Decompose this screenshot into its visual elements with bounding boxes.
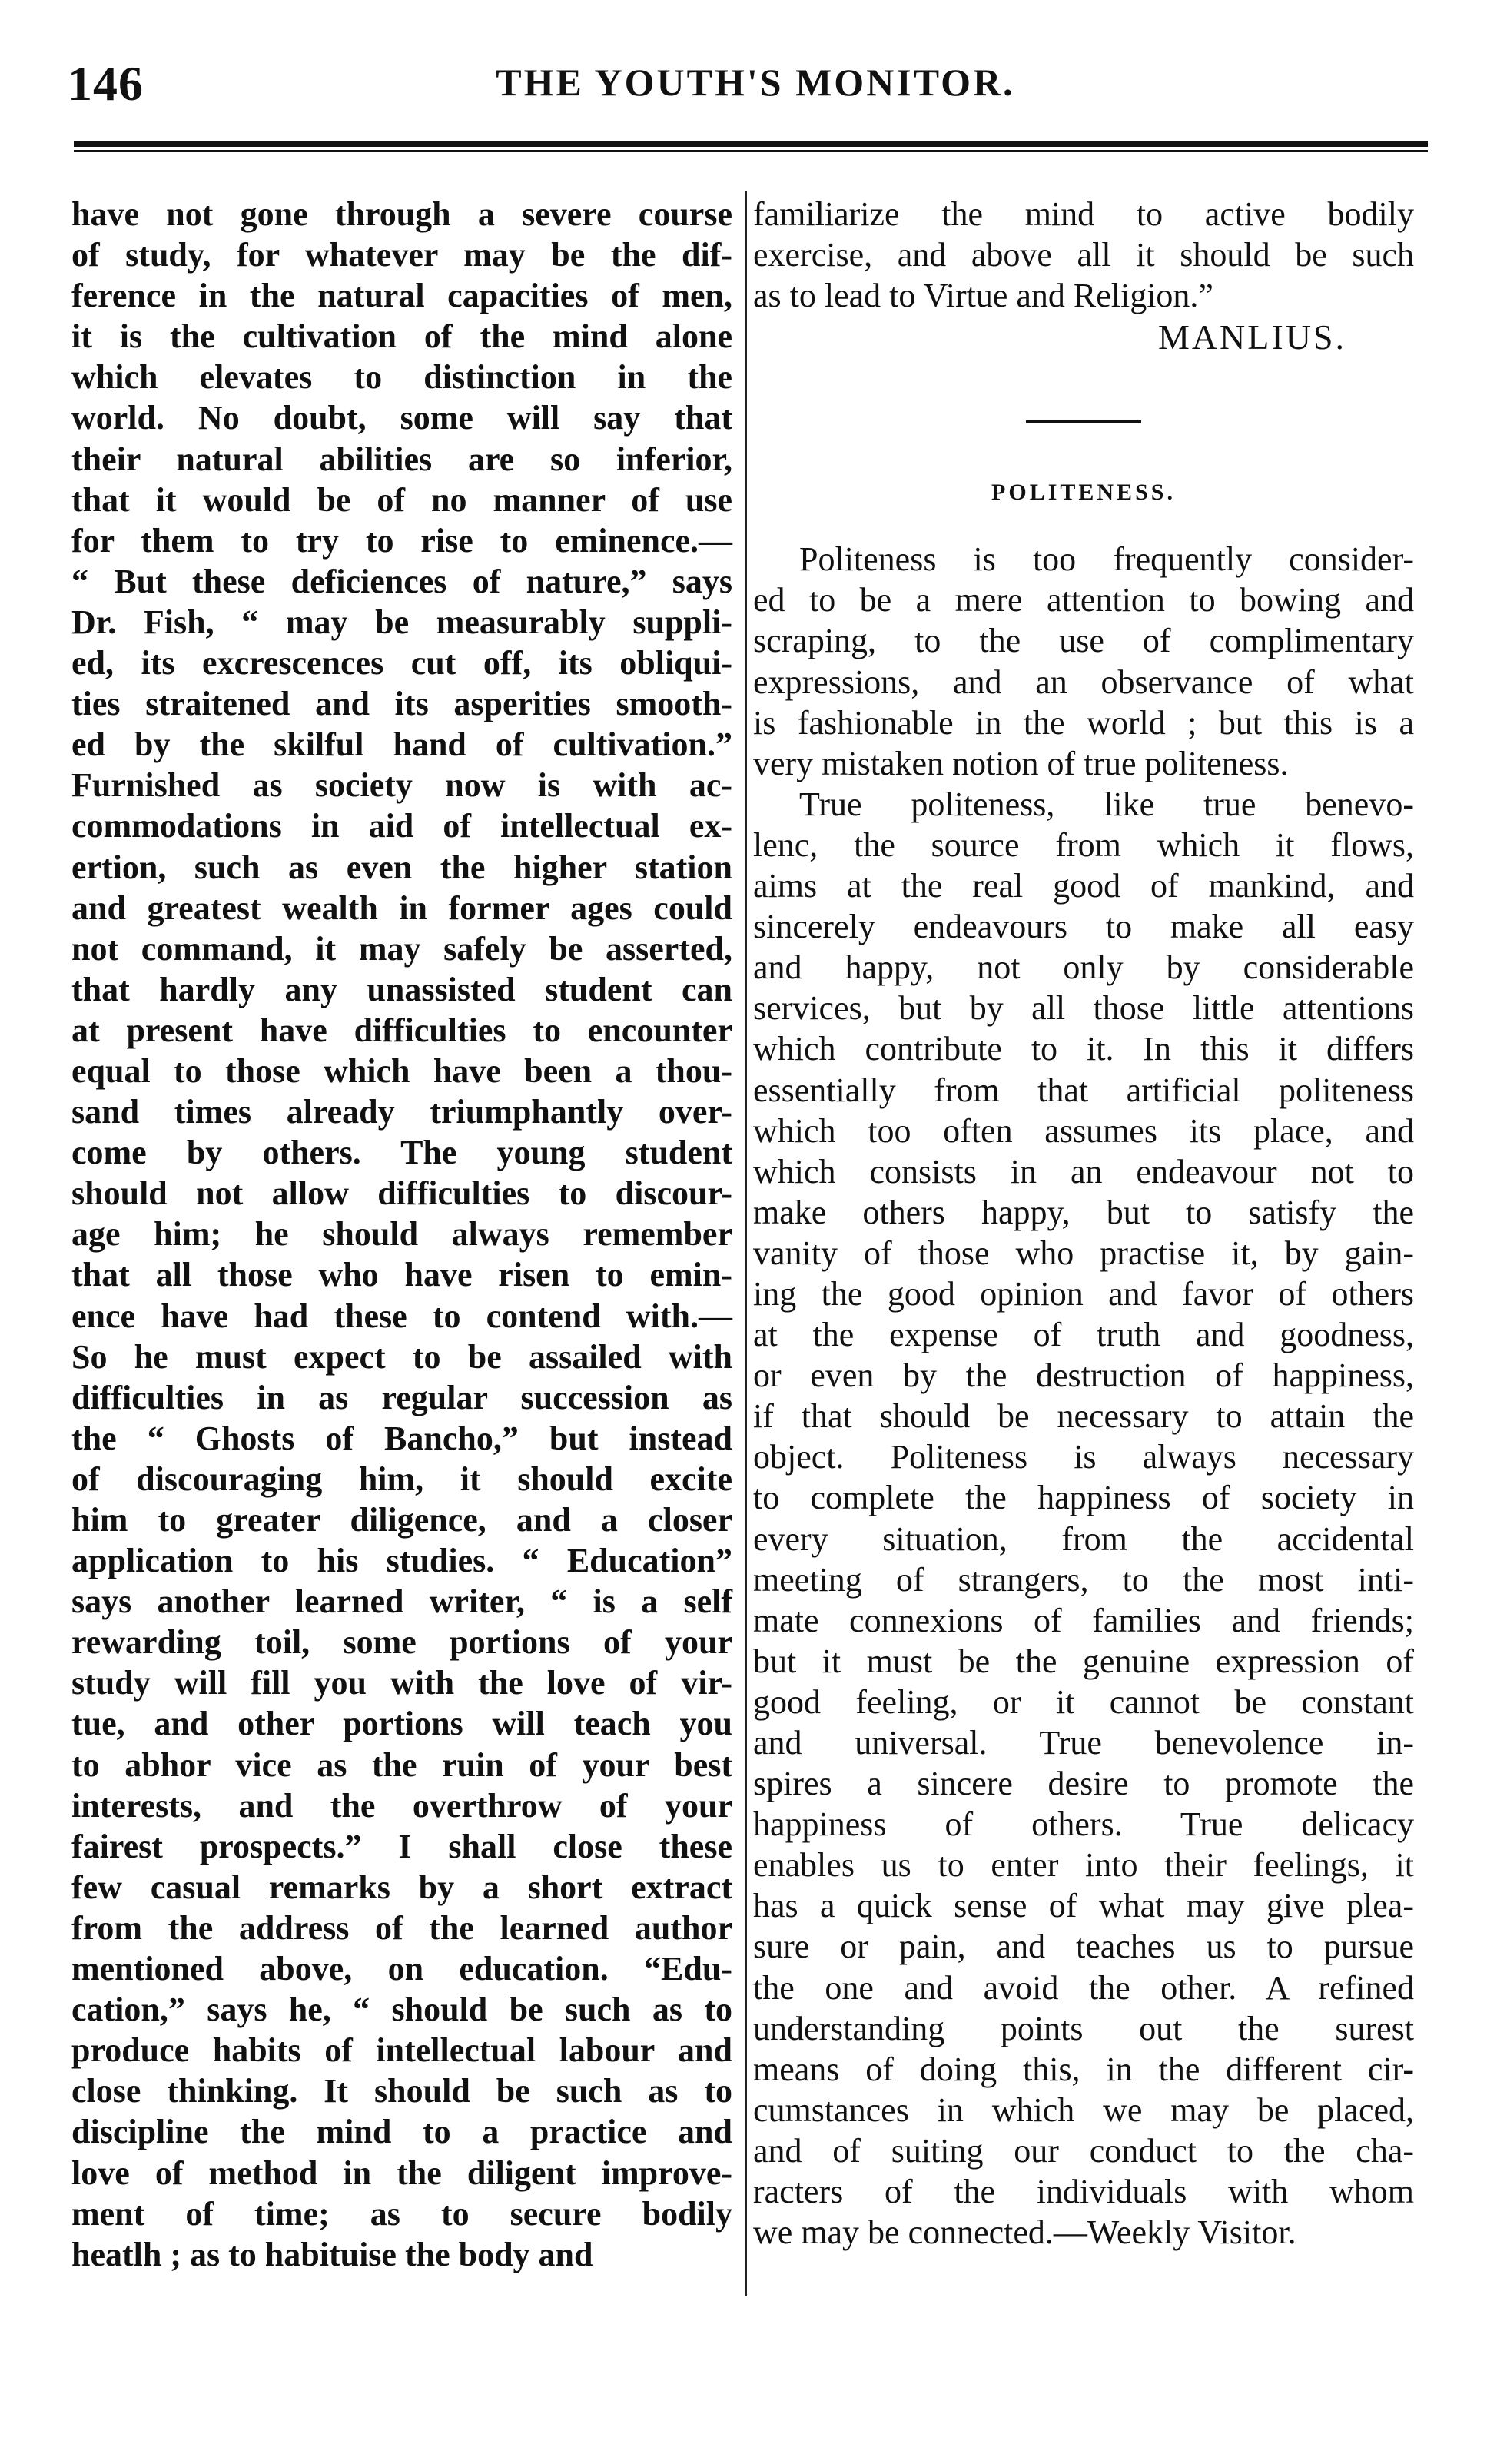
- text-line: tue, and other portions will teach you: [71, 1705, 732, 1743]
- text-line: but it must be the genuine expression of: [753, 1642, 1414, 1680]
- text-line: to abhor vice as the ruin of your best: [71, 1745, 732, 1784]
- text-line: from the address of the learned author: [71, 1908, 732, 1947]
- text-line: sure or pain, and teaches us to pursue: [753, 1928, 1414, 1966]
- right-column: [753, 194, 1414, 2253]
- text-line: expressions, and an observance of what: [753, 662, 1414, 701]
- text-line: the “ Ghosts of Bancho,” but instead: [71, 1419, 732, 1457]
- text-line: have not gone through a severe course: [71, 195, 732, 233]
- text-line: means of doing this, in the different cir-: [753, 2050, 1414, 2088]
- text-line: it is the cultivation of the mind alone: [71, 317, 732, 356]
- text-line: age him; he should always remember: [71, 1215, 732, 1254]
- text-line: of discouraging him, it should excite: [71, 1459, 732, 1498]
- text-line: meeting of strangers, to the most inti-: [753, 1560, 1414, 1599]
- text-line: aims at the real good of mankind, and: [753, 867, 1414, 905]
- text-line: come by others. The young student: [71, 1134, 732, 1172]
- text-line: not command, it may safely be asserted,: [71, 929, 732, 968]
- text-line: which contribute to it. In this it differs: [753, 1030, 1414, 1068]
- text-line: Politeness is too frequently consider-: [799, 540, 1414, 579]
- page-number: 146: [68, 56, 144, 111]
- text-line: equal to those which have been a thou-: [71, 1051, 732, 1090]
- text-line: which elevates to distinction in the: [71, 358, 732, 397]
- text-line: rewarding toil, some portions of your: [71, 1623, 732, 1662]
- text-line: few casual remarks by a short extract: [71, 1868, 732, 1906]
- text-line: fairest prospects.” I shall close these: [71, 1827, 732, 1865]
- text-line: familiarize the mind to active bodily: [753, 195, 1414, 233]
- text-line: cumstances in which we may be placed,: [753, 2090, 1414, 2129]
- text-line: exercise, and above all it should be such: [753, 236, 1414, 274]
- section-divider-rule: [1026, 420, 1141, 423]
- text-line: if that should be necessary to attain the: [753, 1397, 1414, 1436]
- text-line: True politeness, like true benevo-: [799, 785, 1414, 823]
- text-line: says another learned writer, “ is a self: [71, 1582, 732, 1621]
- text-line: and of suiting our conduct to the cha-: [753, 2131, 1414, 2170]
- text-line: very mistaken notion of true politeness.: [753, 744, 1289, 782]
- text-line: ties straitened and its asperities smooth-: [71, 685, 732, 723]
- text-line: object. Politeness is always necessary: [753, 1438, 1414, 1476]
- text-line: which too often assumes its place, and: [753, 1111, 1414, 1150]
- text-line: application to his studies. “ Education”: [71, 1542, 732, 1580]
- text-line: spires a sincere desire to promote the: [753, 1765, 1414, 1803]
- politeness-article: [753, 539, 1414, 2253]
- text-line: essentially from that artificial politeness: [753, 1071, 1414, 1109]
- text-line: that hardly any unassisted student can: [71, 970, 732, 1008]
- text-line: has a quick sense of what may give plea-: [753, 1887, 1414, 1925]
- text-line: services, but by all those little attentions: [753, 989, 1414, 1028]
- text-line: racters of the individuals with whom: [753, 2173, 1414, 2211]
- text-line: difficulties in as regular succession as: [71, 1378, 732, 1416]
- header-rule: [74, 141, 1428, 152]
- text-line: ed, its excrescences cut off, its obliqui-: [71, 644, 732, 682]
- text-line: ing the good opinion and favor of others: [753, 1274, 1414, 1313]
- journal-title: THE YOUTH'S MONITOR.: [496, 61, 1015, 104]
- text-line: world. No doubt, some will say that: [71, 399, 732, 437]
- continuation-paragraph: [753, 194, 1414, 316]
- text-line: love of method in the diligent improve-: [71, 2154, 732, 2192]
- text-line: make others happy, but to satisfy the: [753, 1193, 1414, 1231]
- text-line: lenc, the source from which it flows,: [753, 825, 1414, 864]
- text-line: ment of time; as to secure bodily: [71, 2194, 732, 2233]
- text-line: mate connexions of families and friends;: [753, 1601, 1414, 1639]
- text-line: enables us to enter into their feelings, it: [753, 1846, 1414, 1885]
- text-line: of study, for whatever may be the dif-: [71, 236, 732, 274]
- text-line: at present have difficulties to encounter: [71, 1011, 732, 1049]
- text-line: that all those who have risen to emin-: [71, 1256, 732, 1294]
- text-line: close thinking. It should be such as to: [71, 2072, 732, 2110]
- text-line: discipline the mind to a practice and: [71, 2113, 732, 2151]
- text-line: sincerely endeavours to make all easy: [753, 908, 1414, 946]
- text-line: Dr. Fish, “ may be measurably suppli-: [71, 603, 732, 641]
- text-line: and greatest wealth in former ages could: [71, 888, 732, 927]
- text-line: interests, and the overthrow of your: [71, 1786, 732, 1825]
- text-line: as to lead to Virtue and Religion.”: [753, 277, 1213, 315]
- text-line: ence have had these to contend with.—: [71, 1297, 732, 1335]
- text-line: to complete the happiness of society in: [753, 1479, 1414, 1517]
- text-line: understanding points out the surest: [753, 2009, 1414, 2047]
- text-line: or even by the destruction of happiness,: [753, 1357, 1414, 1395]
- text-line: we may be connected.—Weekly Visitor.: [753, 2213, 1296, 2252]
- column-divider: [745, 191, 747, 2296]
- text-line: scraping, to the use of complimentary: [753, 622, 1414, 660]
- text-line: heatlh ; as to habituise the body and: [71, 2235, 593, 2273]
- text-line: ed to be a mere attention to bowing and: [753, 581, 1414, 619]
- text-line: their natural abilities are so inferior,: [71, 440, 732, 478]
- text-line: ertion, such as even the higher station: [71, 848, 732, 886]
- text-line: produce habits of intellectual labour and: [71, 2031, 732, 2070]
- text-line: for them to try to rise to eminence.—: [71, 521, 732, 560]
- text-line: that it would be of no manner of use: [71, 480, 732, 519]
- text-line: should not allow difficulties to discour-: [71, 1174, 732, 1213]
- text-line: ference in the natural capacities of men,: [71, 277, 732, 315]
- section-title: POLITENESS.: [991, 480, 1176, 506]
- text-line: mentioned above, on education. “Edu-: [71, 1950, 732, 1988]
- text-line: vanity of those who practise it, by gain-: [753, 1234, 1414, 1272]
- text-line: Furnished as society now is with ac-: [71, 766, 732, 805]
- text-line: good feeling, or it cannot be constant: [753, 1682, 1414, 1721]
- text-line: and happy, not only by considerable: [753, 948, 1414, 987]
- text-line: at the expense of truth and goodness,: [753, 1316, 1414, 1354]
- text-line: the one and avoid the other. A refined: [753, 1968, 1414, 2007]
- signature: MANLIUS.: [1157, 317, 1346, 357]
- running-head: [68, 55, 1443, 125]
- text-line: him to greater diligence, and a closer: [71, 1501, 732, 1539]
- text-line: study will fill you with the love of vir-: [71, 1664, 732, 1702]
- text-line: sand times already triumphantly over-: [71, 1093, 732, 1131]
- text-line: “ But these deficiences of nature,” says: [71, 562, 732, 600]
- text-line: So he must expect to be assailed with: [71, 1337, 732, 1376]
- text-line: every situation, from the accidental: [753, 1519, 1414, 1558]
- left-column: [71, 194, 732, 2275]
- text-line: happiness of others. True delicacy: [753, 1805, 1414, 1844]
- text-line: cation,” says he, “ should be such as to: [71, 1991, 732, 2029]
- text-line: which consists in an endeavour not to: [753, 1152, 1414, 1190]
- text-line: and universal. True benevolence in-: [753, 1724, 1414, 1762]
- text-line: ed by the skilful hand of cultivation.”: [71, 726, 732, 764]
- text-line: is fashionable in the world ; but this is a: [753, 703, 1414, 742]
- text-line: commodations in aid of intellectual ex-: [71, 807, 732, 845]
